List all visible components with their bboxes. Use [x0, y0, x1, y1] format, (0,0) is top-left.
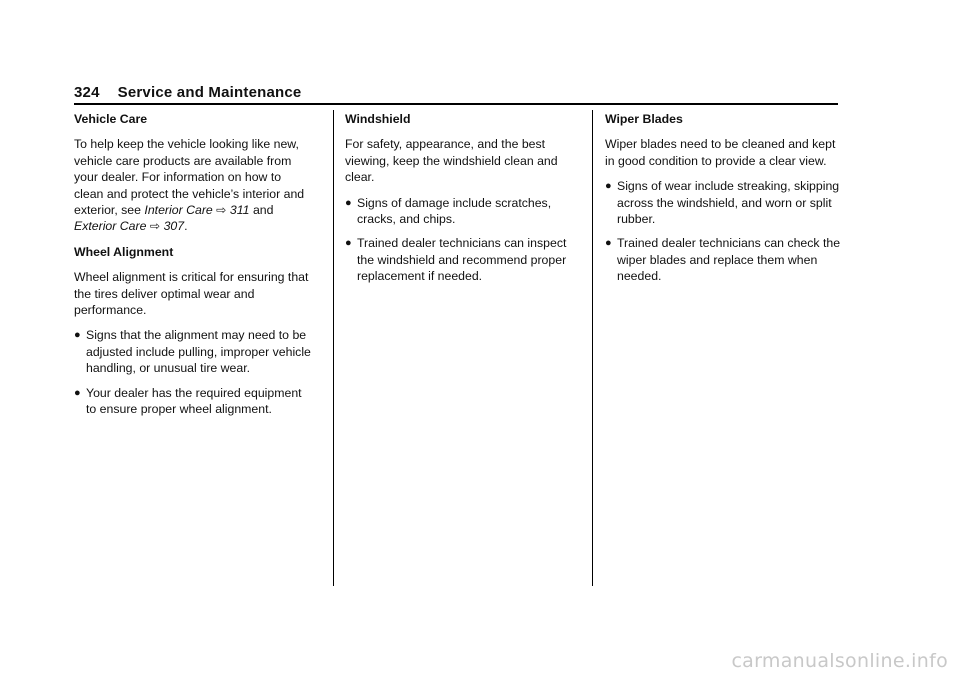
bullet-icon: ●	[605, 237, 612, 250]
bullet-icon: ●	[345, 196, 352, 209]
wheel-alignment-heading: Wheel Alignment	[74, 244, 174, 259]
section-title: Service and Maintenance	[117, 84, 302, 101]
interior-care-ref-page: 311	[229, 203, 250, 218]
windshield-list	[345, 195, 583, 285]
watermark: carmanualsonline.info	[731, 650, 948, 672]
list-item-text: Signs of damage include scratches, cracks, and chips.	[357, 195, 552, 227]
vehicle-care-text	[74, 136, 312, 234]
page-ref-arrow-icon: ⇨	[149, 219, 161, 234]
header-rule	[74, 103, 838, 105]
list-item-text: Signs that the alignment may need to be adjusted include pulling, improper vehicle handling, or unusual tire wear.	[86, 328, 311, 376]
column-1	[74, 111, 312, 427]
bullet-icon: ●	[74, 329, 81, 342]
list-item-text: Your dealer has the required equipment to ensure proper wheel alignment.	[86, 385, 302, 417]
page-number: 324	[74, 84, 100, 101]
column-2	[345, 111, 583, 294]
list-item	[605, 178, 843, 227]
wiper-blades-text: Wiper blades need to be cleaned and kept in good condition to provide a clear view.	[605, 137, 836, 168]
list-item-text: Trained dealer technicians can check the wiper blades and replace them when needed.	[617, 236, 841, 284]
vehicle-care-body: To help keep the vehicle looking like new, vehicle care products are available from your dealer. For information on how to clean and protect the vehicle’s interior and exterior, see	[74, 137, 305, 218]
interior-care-ref-title: Interior Care	[144, 203, 213, 218]
bullet-icon: ●	[605, 180, 612, 193]
wheel-alignment-text: Wheel alignment is critical for ensuring that the tires deliver optimal wear and performance.	[74, 270, 309, 318]
bullet-icon: ●	[345, 237, 352, 250]
period: .	[184, 219, 188, 234]
vehicle-care-heading: Vehicle Care	[74, 112, 148, 126]
list-item-text: Signs of wear include streaking, skipping across the windshield, and worn or split rubber.	[617, 179, 840, 227]
windshield-heading: Windshield	[345, 112, 411, 126]
wheel-alignment-list	[74, 327, 312, 417]
exterior-care-ref-page: 307	[163, 219, 185, 234]
page-ref-arrow-icon: ⇨	[216, 203, 227, 218]
interior-care-link[interactable]	[144, 203, 249, 217]
windshield-text: For safety, appearance, and the best viewing, keep the windshield clean and clear.	[345, 137, 558, 185]
list-item-text: Trained dealer technicians can inspect the windshield and recommend proper replacement if needed.	[357, 236, 567, 284]
list-item	[345, 235, 583, 284]
and-word: and	[252, 203, 274, 218]
exterior-care-link[interactable]	[74, 219, 184, 233]
exterior-care-ref-title: Exterior Care	[74, 219, 147, 234]
list-item	[605, 235, 843, 284]
column-divider	[333, 110, 334, 586]
bullet-icon: ●	[74, 386, 81, 399]
wiper-blades-heading: Wiper Blades	[605, 112, 683, 126]
column-divider	[592, 110, 593, 586]
list-item	[74, 327, 312, 376]
page-header	[74, 84, 838, 104]
wiper-blades-list	[605, 178, 843, 284]
column-3	[605, 111, 843, 294]
list-item	[74, 385, 312, 418]
list-item	[345, 195, 583, 228]
